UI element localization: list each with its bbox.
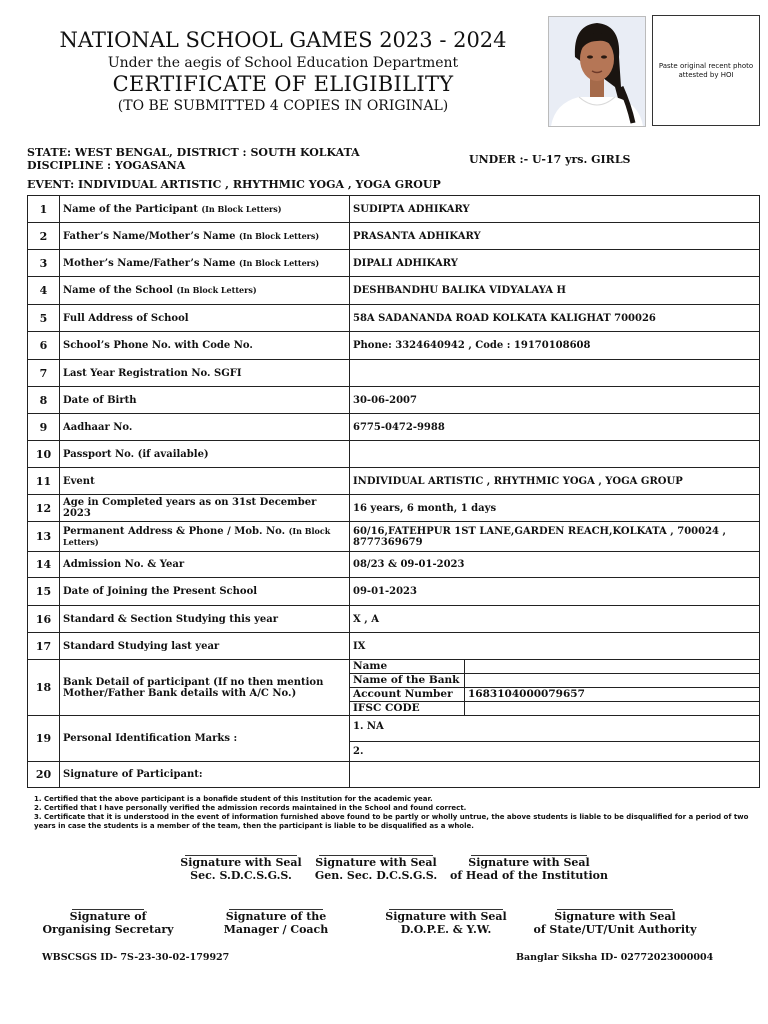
table-row <box>28 250 760 277</box>
note-3: 3. Certificate that it is understood in the event of information furnished above found to be partly or wholly untrue, the above students is liable to be disqualified for a period of two years in case the students is a member of the team, then the participant is liable to be disqualified as a whole. <box>34 813 749 830</box>
row-label: Name of the School <box>63 285 173 296</box>
row-label-note: (In Block Letters) <box>63 525 331 547</box>
table-row <box>28 522 760 552</box>
certificate-title: CERTIFICATE OF ELIGIBILITY <box>112 72 454 96</box>
row-number: 19 <box>28 716 60 762</box>
table-row <box>28 441 760 468</box>
row-label: Aadhaar No. <box>63 421 133 433</box>
row-label-cell <box>60 277 350 305</box>
row-value: 08/23 & 09-01-2023 <box>350 552 760 578</box>
table-row <box>28 495 760 522</box>
row-label-cell <box>60 387 350 414</box>
mark-2: 2. <box>353 745 364 757</box>
bank-field-name: IFSC CODE <box>350 702 465 716</box>
table-row <box>28 223 760 250</box>
bank-field-row <box>350 688 759 702</box>
table-row <box>28 332 760 360</box>
row-value: SUDIPTA ADHIKARY <box>350 196 760 223</box>
row-label: School’s Phone No. with Code No. <box>63 340 253 351</box>
row-number: 10 <box>28 441 60 468</box>
table-row <box>28 196 760 223</box>
row-number: 18 <box>28 660 60 716</box>
submission-instruction: (TO BE SUBMITTED 4 COPIES IN ORIGINAL) <box>117 98 449 114</box>
row-label: Standard & Section Studying this year <box>63 613 279 625</box>
photo-paste-instruction: Paste original recent photo attested by HOI <box>658 61 754 79</box>
row-number: 20 <box>28 762 60 788</box>
row-label: Age in Completed years as on 31st December 2023 <box>63 497 317 519</box>
row-label: Signature of Participant: <box>60 762 350 788</box>
bank-field-row <box>350 674 759 688</box>
signature-head-institution <box>450 855 608 882</box>
row-label: Mother’s Name/Father’s Name <box>63 257 236 269</box>
bank-field-value: 1683104000079657 <box>465 688 760 702</box>
age-category: UNDER :- U-17 yrs. GIRLS <box>469 153 631 166</box>
signature-line1: Signature with Seal <box>315 856 437 869</box>
row-label-cell <box>60 250 350 277</box>
bank-details-table <box>350 660 759 715</box>
signature-line1: Signature with Seal <box>468 856 590 869</box>
row-number: 12 <box>28 495 60 522</box>
row-label-cell <box>60 360 350 387</box>
table-row <box>28 468 760 495</box>
row-number: 4 <box>28 277 60 305</box>
bank-field-value <box>465 660 760 674</box>
participant-photo <box>548 16 646 127</box>
row-value: DESHBANDHU BALIKA VIDYALAYA H <box>350 277 760 305</box>
table-row-marks <box>28 716 760 762</box>
row-value <box>350 360 760 387</box>
row-value: 60/16,FATEHPUR 1ST LANE,GARDEN REACH,KOLKATA , 700024 , 8777369679 <box>350 522 760 552</box>
marks-cell <box>350 716 760 762</box>
banglar-siksha-id: Banglar Siksha ID- 02772023000004 <box>516 952 714 963</box>
row-label-cell <box>60 495 350 522</box>
row-number: 14 <box>28 552 60 578</box>
row-number: 8 <box>28 387 60 414</box>
row-label-cell <box>60 441 350 468</box>
row-value: INDIVIDUAL ARTISTIC , RHYTHMIC YOGA , YOGA GROUP <box>350 468 760 495</box>
row-number: 1 <box>28 196 60 223</box>
table-row <box>28 633 760 660</box>
state-district: STATE: WEST BENGAL, DISTRICT : SOUTH KOLKATA <box>27 146 360 159</box>
row-label: Date of Joining the Present School <box>63 586 258 597</box>
bank-field-row <box>350 660 759 674</box>
row-label-note: (In Block Letters) <box>239 230 320 241</box>
row-label-cell <box>60 305 350 332</box>
row-label-cell <box>60 606 350 633</box>
signature-organising-secretary <box>38 909 178 936</box>
signature-state-authority <box>533 909 697 936</box>
row-label-note: (In Block Letters) <box>239 257 320 268</box>
row-number: 5 <box>28 305 60 332</box>
row-value: DIPALI ADHIKARY <box>350 250 760 277</box>
signature-line2: Organising Secretary <box>42 923 174 936</box>
row-label-cell <box>60 223 350 250</box>
row-value <box>350 441 760 468</box>
table-row <box>28 387 760 414</box>
wbscsgs-id: WBSCSGS ID- 7S-23-30-02-179927 <box>42 952 230 963</box>
table-row-bank <box>28 660 760 716</box>
row-number: 7 <box>28 360 60 387</box>
row-value: 58A SADANANDA ROAD KOLKATA KALIGHAT 700026 <box>350 305 760 332</box>
signature-manager-coach <box>216 909 336 936</box>
row-value: 6775-0472-9988 <box>350 414 760 441</box>
signature-line1: Signature with Seal <box>180 856 302 869</box>
row-number: 9 <box>28 414 60 441</box>
row-label: Admission No. & Year <box>63 559 185 570</box>
row-number: 6 <box>28 332 60 360</box>
event-line: EVENT: INDIVIDUAL ARTISTIC , RHYTHMIC YOGA , YOGA GROUP <box>27 178 441 191</box>
table-row <box>28 552 760 578</box>
photo-paste-box <box>652 15 760 126</box>
row-label-cell <box>60 522 350 552</box>
bank-field-name: Account Number <box>350 688 465 702</box>
document-title: NATIONAL SCHOOL GAMES 2023 - 2024 <box>59 28 507 52</box>
bank-field-name: Name of the Bank <box>350 674 465 688</box>
table-row <box>28 360 760 387</box>
row-value: 16 years, 6 month, 1 days <box>350 495 760 522</box>
signature-line2: Gen. Sec. D.C.S.G.S. <box>314 869 438 882</box>
row-label: Last Year Registration No. SGFI <box>63 367 242 379</box>
row-label-cell <box>60 196 350 223</box>
table-row <box>28 578 760 606</box>
bank-field-row <box>350 702 759 716</box>
row-label: Full Address of School <box>63 312 189 324</box>
row-value: X , A <box>350 606 760 633</box>
row-value: Phone: 3324640942 , Code : 19170108608 <box>350 332 760 360</box>
table-row-signature <box>28 762 760 788</box>
row-number: 2 <box>28 223 60 250</box>
row-number: 3 <box>28 250 60 277</box>
row-number: 15 <box>28 578 60 606</box>
row-value: IX <box>350 633 760 660</box>
table-row <box>28 277 760 305</box>
row-label-cell <box>60 578 350 606</box>
row-label: Event <box>63 475 95 487</box>
row-label-cell <box>60 414 350 441</box>
table-row <box>28 305 760 332</box>
row-label: Name of the Participant <box>63 203 198 215</box>
note-1: 1. Certified that the above participant is a bonafide student of this Institution for the academic year. <box>34 795 433 803</box>
row-number: 13 <box>28 522 60 552</box>
row-number: 16 <box>28 606 60 633</box>
note-2: 2. Certified that I have personally verified the admission records maintained in the School and found correct. <box>34 804 467 812</box>
row-number: 11 <box>28 468 60 495</box>
signature-line1: Signature with Seal <box>554 910 676 923</box>
row-label-cell <box>60 633 350 660</box>
row-label-note: (In Block Letters) <box>176 285 257 295</box>
signature-line1: Signature with Seal <box>385 910 507 923</box>
bank-details-cell <box>350 660 760 716</box>
row-label-cell <box>60 468 350 495</box>
bank-field-value <box>465 702 760 716</box>
mark-1: 1. NA <box>350 719 759 742</box>
signature-line2: Manager / Coach <box>223 923 329 936</box>
row-value: 09-01-2023 <box>350 578 760 606</box>
row-label-cell <box>60 552 350 578</box>
signature-line2: of State/UT/Unit Authority <box>533 923 697 936</box>
eligibility-table <box>27 195 760 788</box>
row-number: 17 <box>28 633 60 660</box>
signature-line1: Signature of the <box>225 910 327 923</box>
certification-notes <box>34 795 750 831</box>
participant-photo-image <box>549 17 645 126</box>
row-label: Standard Studying last year <box>63 640 220 652</box>
discipline: DISCIPLINE : YOGASANA <box>27 159 186 172</box>
table-row <box>28 414 760 441</box>
bank-field-value <box>465 674 760 688</box>
row-label: Personal Identification Marks : <box>60 716 350 762</box>
signature-line1: Signature of <box>69 910 147 923</box>
row-label-cell <box>60 332 350 360</box>
signature-line2: D.O.P.E. & Y.W. <box>400 923 492 936</box>
table-row <box>28 606 760 633</box>
signature-gen-sec-dcsgs <box>313 855 439 882</box>
row-value: 30-06-2007 <box>350 387 760 414</box>
row-label-note: (In Block Letters) <box>201 203 282 214</box>
signature-sec-sdcsgs <box>180 855 302 882</box>
row-label: Passport No. (if available) <box>63 448 209 460</box>
participant-signature-cell <box>350 762 760 788</box>
signature-line2: of Head of the Institution <box>450 869 609 882</box>
signature-dope-yw <box>383 909 509 936</box>
document-subtitle: Under the aegis of School Education Department <box>107 55 459 71</box>
signature-line2: Sec. S.D.C.S.G.S. <box>190 869 292 882</box>
bank-field-name: Name <box>350 660 465 674</box>
row-value: PRASANTA ADHIKARY <box>350 223 760 250</box>
row-label: Permanent Address & Phone / Mob. No. <box>63 525 286 537</box>
row-label: Father’s Name/Mother’s Name <box>63 230 236 242</box>
row-label: Date of Birth <box>63 394 137 406</box>
row-label: Bank Detail of participant (If no then mention Mother/Father Bank details with A/C No.) <box>60 660 350 716</box>
